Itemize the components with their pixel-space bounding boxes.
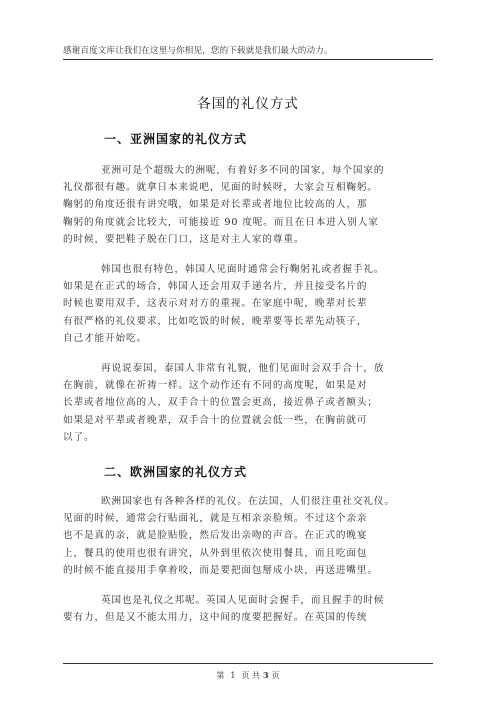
paragraph-line: 的时候不能直接用手拿着咬，而是要把面包掰成小块，再送进嘴里。	[63, 564, 378, 576]
paragraph-line: 有很严格的礼仪要求，比如吃饭的时候，晚辈要等长辈先动筷子，	[63, 315, 368, 327]
paragraph-line: 长辈或者地位高的人，双手合十的位置会更高，接近鼻子或者额头；	[63, 397, 378, 409]
paragraph-line: 礼仪都很有趣。就拿日本来说吧，见面的时候呀，大家会互相鞠躬。	[63, 182, 378, 194]
page-prefix: 第	[216, 671, 225, 680]
document-title: 各国的礼仪方式	[197, 96, 299, 112]
paragraph-line: 的时候，要把鞋子脱在门口，这是对主人家的尊重。	[63, 233, 305, 245]
paragraph-line: 鞠躬的角度就会比较大，可能接近 90 度呢。而且在日本进入别人家	[63, 216, 379, 228]
paragraph-line: 也不是真的亲，就是脸贴脸，然后发出亲吻的声音。在正式的晚宴	[63, 530, 368, 542]
page-suffix: 页	[271, 671, 280, 680]
paragraph-korea	[63, 261, 433, 347]
paragraph-line: 欧洲国家也有各种各样的礼仪。在法国，人们很注重社交礼仪。	[101, 496, 395, 507]
paragraph-line: 再说说泰国，泰国人非常有礼貌，他们见面时会双手合十，放	[101, 363, 385, 374]
paragraph-england	[63, 592, 433, 626]
paragraph-line: 如果是对平辈或者晚辈，双手合十的位置就会低一些，在胸前就可	[63, 414, 368, 426]
page-number: 1	[230, 671, 236, 680]
paragraph-line: 自己才能开始吃。	[63, 332, 147, 344]
footer-divider	[63, 663, 433, 664]
paragraph-line: 时候也要用双手，这表示对对方的重视。在家庭中呢，晚辈对长辈	[63, 298, 368, 310]
paragraph-line: 上，餐具的使用也很有讲究，从外到里依次使用餐具，而且吃面包	[63, 547, 368, 559]
page-total: 3	[263, 670, 269, 680]
paragraph-line: 英国也是礼仪之邦呢。英国人见面时会握手，而且握手的时候	[101, 595, 385, 606]
paragraph-line: 要有力，但是又不能太用力，这中间的度要把握好。在英国的传统	[63, 612, 368, 624]
paragraph-line: 如果是在正式的场合，韩国人还会用双手递名片，并且接受名片的	[63, 281, 368, 293]
header-divider	[63, 59, 433, 60]
paragraph-japan	[63, 162, 433, 248]
page-header-text: 感谢百度文库让我们在这里与你相见，您的下载就是我们最大的动力。	[63, 46, 333, 56]
paragraph-line: 韩国也很有特色，韩国人见面时通常会行鞠躬礼或者握手礼。	[101, 264, 385, 275]
paragraph-line: 在胸前，就像在祈祷一样。这个动作还有不同的高度呢，如果是对	[63, 380, 368, 392]
section-heading-asia: 一、亚洲国家的礼仪方式	[104, 132, 248, 146]
section-heading-europe: 二、欧洲国家的礼仪方式	[104, 465, 248, 479]
paragraph-line: 见面的时候，通常会行贴面礼，就是互相亲亲脸颊。不过这个亲亲	[63, 513, 368, 525]
paragraph-line: 亚洲可是个超级大的洲呢，有着好多不同的国家，每个国家的	[101, 165, 385, 176]
page-footer	[0, 670, 496, 681]
paragraph-line: 以了。	[63, 431, 95, 443]
page-middle: 页 共	[241, 671, 261, 680]
paragraph-france	[63, 493, 433, 579]
paragraph-line: 鞠躬的角度还很有讲究哦，如果是对长辈或者地位比较高的人，那	[63, 199, 368, 211]
paragraph-thailand	[63, 360, 433, 446]
